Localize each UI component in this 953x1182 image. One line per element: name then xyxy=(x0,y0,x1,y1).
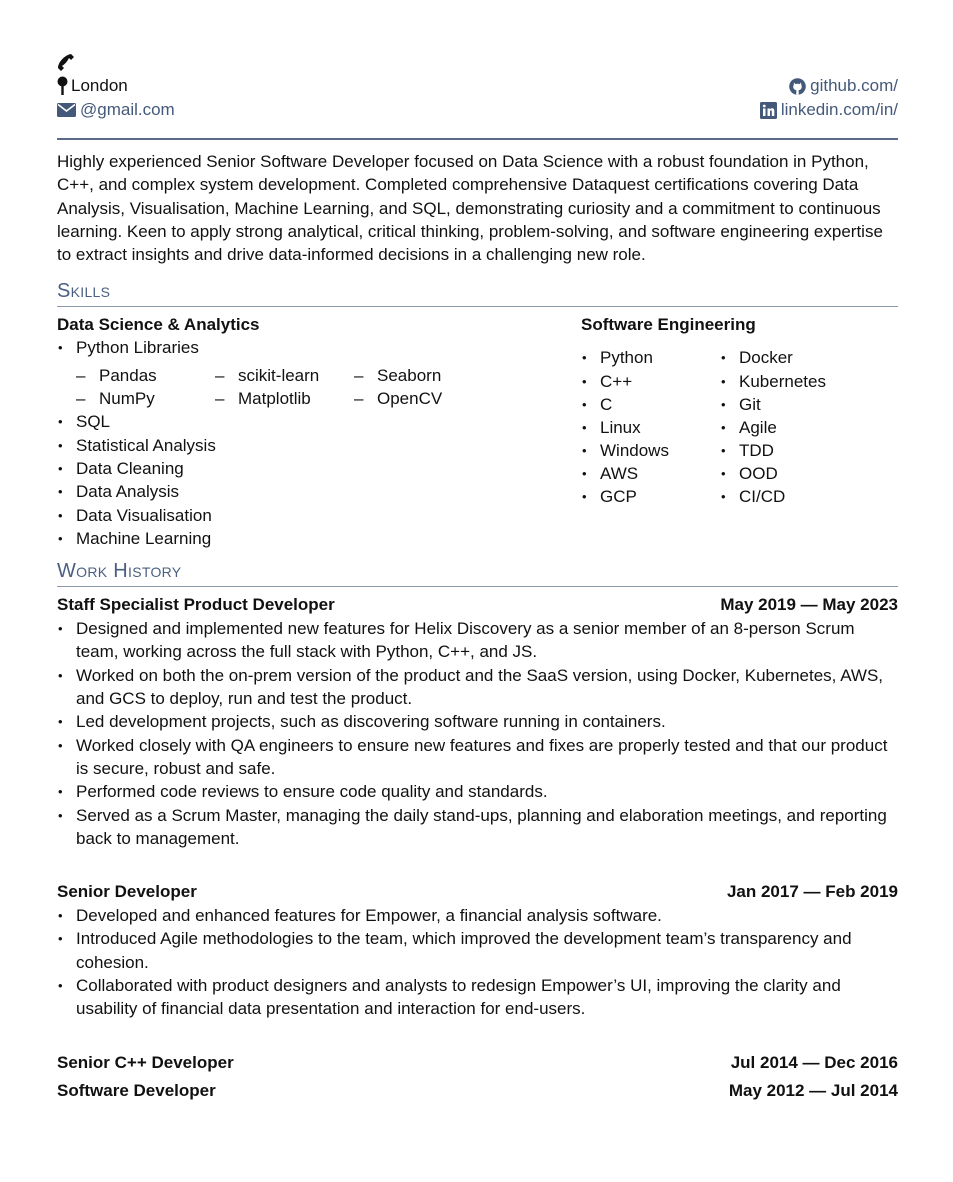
location-line xyxy=(57,74,175,98)
envelope-icon xyxy=(57,103,76,117)
skills-section xyxy=(57,313,898,550)
data-science-list-more xyxy=(57,410,581,550)
dash-icon: – xyxy=(354,389,364,409)
github-link[interactable]: github.com/ xyxy=(810,76,898,95)
list-item: • CI/CD xyxy=(720,485,859,508)
list-item: • Git xyxy=(720,393,859,416)
job-header xyxy=(57,593,898,617)
job-bullets xyxy=(57,904,898,1020)
list-item: • Python xyxy=(581,346,720,369)
github-line xyxy=(760,74,898,98)
library-item: – Seaborn xyxy=(354,364,493,387)
list-item: • GCP xyxy=(581,485,720,508)
list-item: • SQL xyxy=(57,410,581,433)
data-science-column xyxy=(57,313,581,550)
skills-divider xyxy=(57,306,898,307)
list-item: • Machine Learning xyxy=(57,527,581,550)
linkedin-line xyxy=(760,98,898,122)
list-item: • Windows xyxy=(581,439,720,462)
software-engineering-heading: Software Engineering xyxy=(581,315,756,335)
dash-icon: – xyxy=(76,365,86,385)
job-role: Senior Developer xyxy=(57,882,197,902)
job-header xyxy=(57,1051,898,1075)
map-pin-icon xyxy=(57,76,68,96)
job-dates: Jan 2017 — Feb 2019 xyxy=(726,882,898,902)
library-item: – Matplotlib xyxy=(215,387,354,410)
dash-icon: – xyxy=(76,389,86,409)
list-item: • Led development projects, such as discovering software running in containers. xyxy=(57,710,898,733)
linkedin-icon xyxy=(760,102,777,119)
list-item: • Worked closely with QA engineers to ensure new features and fixes are properly tested and that our product is secure, robust and safe. xyxy=(57,734,898,781)
dash-icon: – xyxy=(354,365,364,385)
list-item: • Statistical Analysis xyxy=(57,434,581,457)
location-value: London xyxy=(71,76,128,95)
list-item: • Collaborated with product designers and analysts to redesign Empower’s UI, improving the clarity and usability of financial data presentation and interaction for end-users. xyxy=(57,974,898,1021)
job-header xyxy=(57,1079,898,1103)
library-item: – scikit-learn xyxy=(215,364,354,387)
list-item: • Introduced Agile methodologies to the team, which improved the development team’s transparency and cohesion. xyxy=(57,927,898,974)
job-bullets xyxy=(57,617,898,850)
header-divider xyxy=(57,138,898,140)
list-item: • Performed code reviews to ensure code quality and standards. xyxy=(57,780,898,803)
list-item: • TDD xyxy=(720,439,859,462)
list-item: • Data Visualisation xyxy=(57,504,581,527)
python-libraries-grid xyxy=(76,364,581,411)
job-dates: May 2012 — Jul 2014 xyxy=(728,1080,898,1100)
job-dates: Jul 2014 — Dec 2016 xyxy=(730,1052,898,1072)
linkedin-link[interactable]: linkedin.com/in/ xyxy=(780,100,898,119)
contact-left xyxy=(57,50,175,122)
list-item: • Python Libraries xyxy=(57,336,581,359)
list-item: • Worked on both the on-prem version of the product and the SaaS version, using Docker, Kubernetes, AWS, and GCS to deploy, run and test the product. xyxy=(57,664,898,711)
github-icon xyxy=(789,78,806,95)
software-engineering-column xyxy=(581,313,898,550)
list-item: • Linux xyxy=(581,416,720,439)
contact-right xyxy=(760,74,898,122)
dash-icon: – xyxy=(215,365,225,385)
phone-line xyxy=(57,50,175,74)
list-item: • Served as a Scrum Master, managing the daily stand-ups, planning and elaboration meetings, and reporting back to management. xyxy=(57,804,898,851)
list-item: • AWS xyxy=(581,462,720,485)
phone-icon xyxy=(57,52,75,72)
library-item: – Pandas xyxy=(76,364,215,387)
list-item: • Developed and enhanced features for Empower, a financial analysis software. xyxy=(57,904,898,927)
list-item: • C xyxy=(581,393,720,416)
summary-paragraph: Highly experienced Senior Software Developer focused on Data Science with a robust foundation in Python, C++, and complex system development. Completed comprehensive Dataquest certifications covering Data Analysis, Visualisation, Machine Learning, and SQL, demonstrating curiosity and a commitment to continuous learning. Keen to apply strong analytical, critical thinking, problem-solving, and software engineering expertise to extract insights and drive data-informed decisions in a challenging new role. xyxy=(57,152,883,265)
list-item: • Agile xyxy=(720,416,859,439)
data-science-heading: Data Science & Analytics xyxy=(57,315,260,335)
library-item: – NumPy xyxy=(76,387,215,410)
email-line xyxy=(57,98,175,122)
job-dates: May 2019 — May 2023 xyxy=(720,595,898,615)
data-science-list xyxy=(57,336,581,359)
contact-header xyxy=(57,50,898,128)
dash-icon: – xyxy=(215,389,225,409)
list-item: • C++ xyxy=(581,370,720,393)
software-engineering-grid xyxy=(581,346,898,508)
work-history-divider xyxy=(57,586,898,587)
list-item: • Kubernetes xyxy=(720,370,859,393)
work-history-section-title: Work History xyxy=(57,560,182,583)
list-item: • Docker xyxy=(720,346,859,369)
job-role: Senior C++ Developer xyxy=(57,1052,234,1072)
job-header xyxy=(57,880,898,904)
job-role: Software Developer xyxy=(57,1080,216,1100)
resume-page xyxy=(57,50,898,1103)
list-item: • Data Analysis xyxy=(57,480,581,503)
library-item: – OpenCV xyxy=(354,387,493,410)
list-item: • Data Cleaning xyxy=(57,457,581,480)
list-item: • Designed and implemented new features for Helix Discovery as a senior member of an 8-person Scrum team, working across the full stack with Python, C++, and JS. xyxy=(57,617,898,664)
skills-section-title: Skills xyxy=(57,280,111,303)
list-item: • OOD xyxy=(720,462,859,485)
email-link[interactable]: @gmail.com xyxy=(80,100,175,119)
job-role: Staff Specialist Product Developer xyxy=(57,595,335,615)
